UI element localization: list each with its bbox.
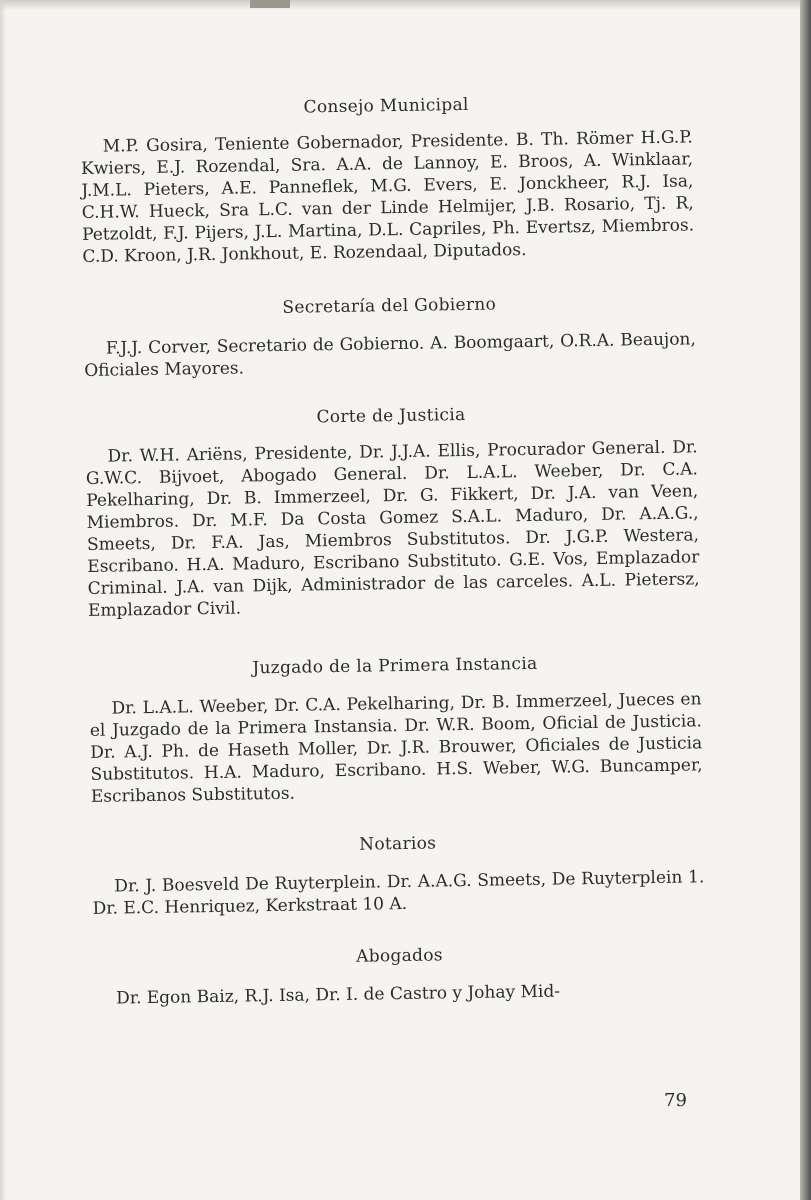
book-edge (800, 0, 811, 1200)
section-text-corte-de-justicia: Dr. W.H. Ariëns, Presidente, Dr. J.J.A. Ellis, Procurador General. Dr. G.W.C. Bijvoet, Abogado General. Dr. L.A.L. Weeber, Dr. C.A. Pekelharing, Dr. B. Immerzeel, Dr. G. Fikkert, Dr. J.A. van Veen, Miembros. Dr. M.F. Da Costa Gomez S.A.L. Maduro, Dr. A.A.G., Smeets, Dr. F.A. Jas, Miembros Substitutos. Dr. J.G.P. Westera, Escribano. H.A. Maduro, Escribano Substituto. G.E. Vos, Emplazador Criminal. J.A. van Dijk, Administrador de las carceles. A.L. Pietersz, Emplazador Civil. (85, 437, 700, 621)
section-heading-corte-de-justicia: Corte de Justicia (316, 404, 466, 428)
section-heading-consejo-municipal: Consejo Municipal (303, 94, 469, 118)
section-text-notarios: Dr. J. Boesveld De Ruyterplein. Dr. A.A.G. Smeets, De Ruyterplein 1. Dr. E.C. Henriquez, Kerkstraat 10 A. (92, 867, 705, 919)
section-heading-notarios: Notarios (359, 833, 437, 855)
page-top-shadow (0, 0, 800, 10)
section-text-consejo-municipal: M.P. Gosira, Teniente Gobernador, Presidente. B. Th. Römer H.G.P. Kwiers, E.J. Rozendal, Sra. A.A. de Lannoy, E. Broos, A. Winklaar, J.M.L. Pieters, A.E. Panneflek, M.G. Evers, E. Jonckheer, R.J. Isa, C.H.W. Hueck, Sra L.C. van der Linde Helmijer, J.B. Rosario, Tj. R, Petzoldt, F.J. Pijers, J.L. Martina, D.L. Capriles, Ph. Evertsz, Miembros. C.D. Kroon, J.R. Jonkhout, E. Rozendaal, Diputados. (80, 127, 695, 267)
section-text-abogados: Dr. Egon Baiz, R.J. Isa, Dr. I. de Castro y Johay Mid- (115, 981, 561, 1009)
page-left-shadow (0, 0, 6, 1200)
section-heading-secretaria-del-gobierno: Secretaría del Gobierno (282, 294, 497, 318)
page-number: 79 (664, 1090, 687, 1111)
page-top-mark (250, 0, 290, 8)
section-text-juzgado: Dr. L.A.L. Weeber, Dr. C.A. Pekelharing, Dr. B. Immerzeel, Jueces en el Juzgado de la Primera Instansia. Dr. W.R. Boom, Oficial de Justicia. Dr. A.J. Ph. de Haseth Moller, Dr. J.R. Brouwer, Oficiales de Justicia Substitutos. H.A. Maduro, Escribano. H.S. Weber, W.G. Buncamper, Escribanos Substitutos. (89, 689, 703, 807)
page-content (80, 90, 706, 1010)
section-text-secretaria-del-gobierno: F.J.J. Corver, Secretario de Gobierno. A. Boomgaart, O.R.A. Beaujon, Oficiales Mayores. (84, 329, 696, 381)
section-heading-juzgado: Juzgado de la Primera Instancia (252, 653, 538, 679)
section-heading-abogados: Abogados (356, 945, 443, 967)
